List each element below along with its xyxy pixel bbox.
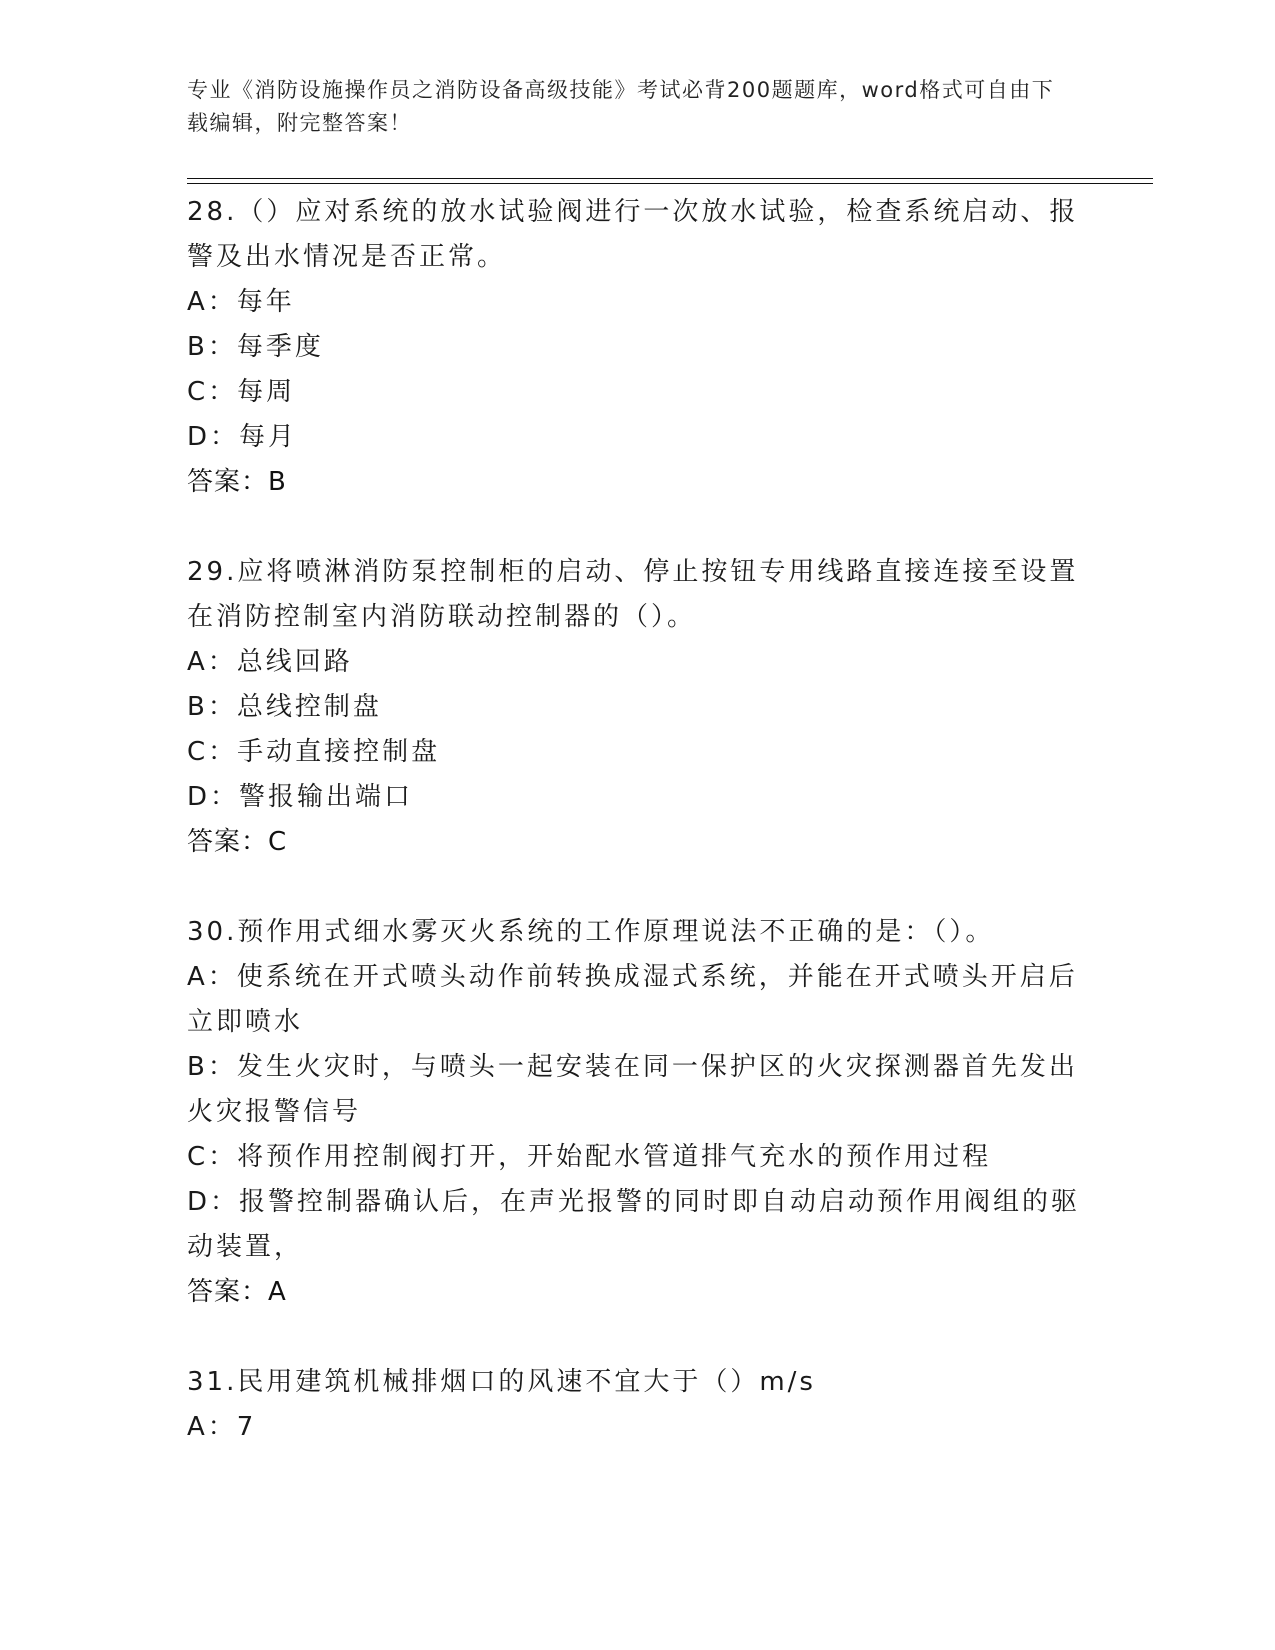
answer-value: B <box>268 467 287 497</box>
header-divider <box>187 178 1153 184</box>
option-c: C：每周 <box>187 377 296 407</box>
option-d: D：警报输出端口 <box>187 782 414 812</box>
option-d: D：每月 <box>187 422 298 452</box>
option-c: C：手动直接控制盘 <box>187 737 441 767</box>
question-31 <box>187 1360 1087 1450</box>
option-a: A：使系统在开式喷头动作前转换成湿式系统，并能在开式喷头开启后立即喷水 <box>187 962 1078 1037</box>
answer-label: 答案： <box>187 1277 269 1307</box>
answer-label: 答案： <box>187 467 269 497</box>
answer-value: C <box>268 827 288 857</box>
question-stem: 31.民用建筑机械排烟口的风速不宜大于（）m/s <box>187 1367 816 1397</box>
option-a: A：每年 <box>187 287 295 317</box>
option-a: A：总线回路 <box>187 647 353 677</box>
option-b: B：发生火灾时，与喷头一起安装在同一保护区的火灾探测器首先发出火灾报警信号 <box>187 1052 1078 1127</box>
question-29 <box>187 550 1087 865</box>
option-d: D：报警控制器确认后，在声光报警的同时即自动启动预作用阀组的驱动装置， <box>187 1187 1081 1262</box>
question-30 <box>187 910 1087 1315</box>
option-b: B：每季度 <box>187 332 324 362</box>
option-a: A：7 <box>187 1412 257 1442</box>
question-28 <box>187 190 1087 505</box>
question-stem: 30.预作用式细水雾灭火系统的工作原理说法不正确的是：（）。 <box>187 917 995 947</box>
question-list <box>187 190 1087 1495</box>
question-stem: 28.（）应对系统的放水试验阀进行一次放水试验，检查系统启动、报警及出水情况是否正常。 <box>187 197 1079 272</box>
answer <box>187 460 1087 505</box>
option-b: B：总线控制盘 <box>187 692 382 722</box>
answer-label: 答案： <box>187 827 269 857</box>
answer <box>187 1270 1087 1315</box>
answer-value: A <box>268 1277 287 1307</box>
question-stem: 29.应将喷淋消防泵控制柜的启动、停止按钮专用线路直接连接至设置在消防控制室内消防联动控制器的（）。 <box>187 557 1079 632</box>
answer <box>187 820 1087 865</box>
document-header: 专业《消防设施操作员之消防设备高级技能》考试必背200题题库，word格式可自由下载编辑，附完整答案！ <box>187 78 1055 135</box>
option-c: C：将预作用控制阀打开，开始配水管道排气充水的预作用过程 <box>187 1142 992 1172</box>
